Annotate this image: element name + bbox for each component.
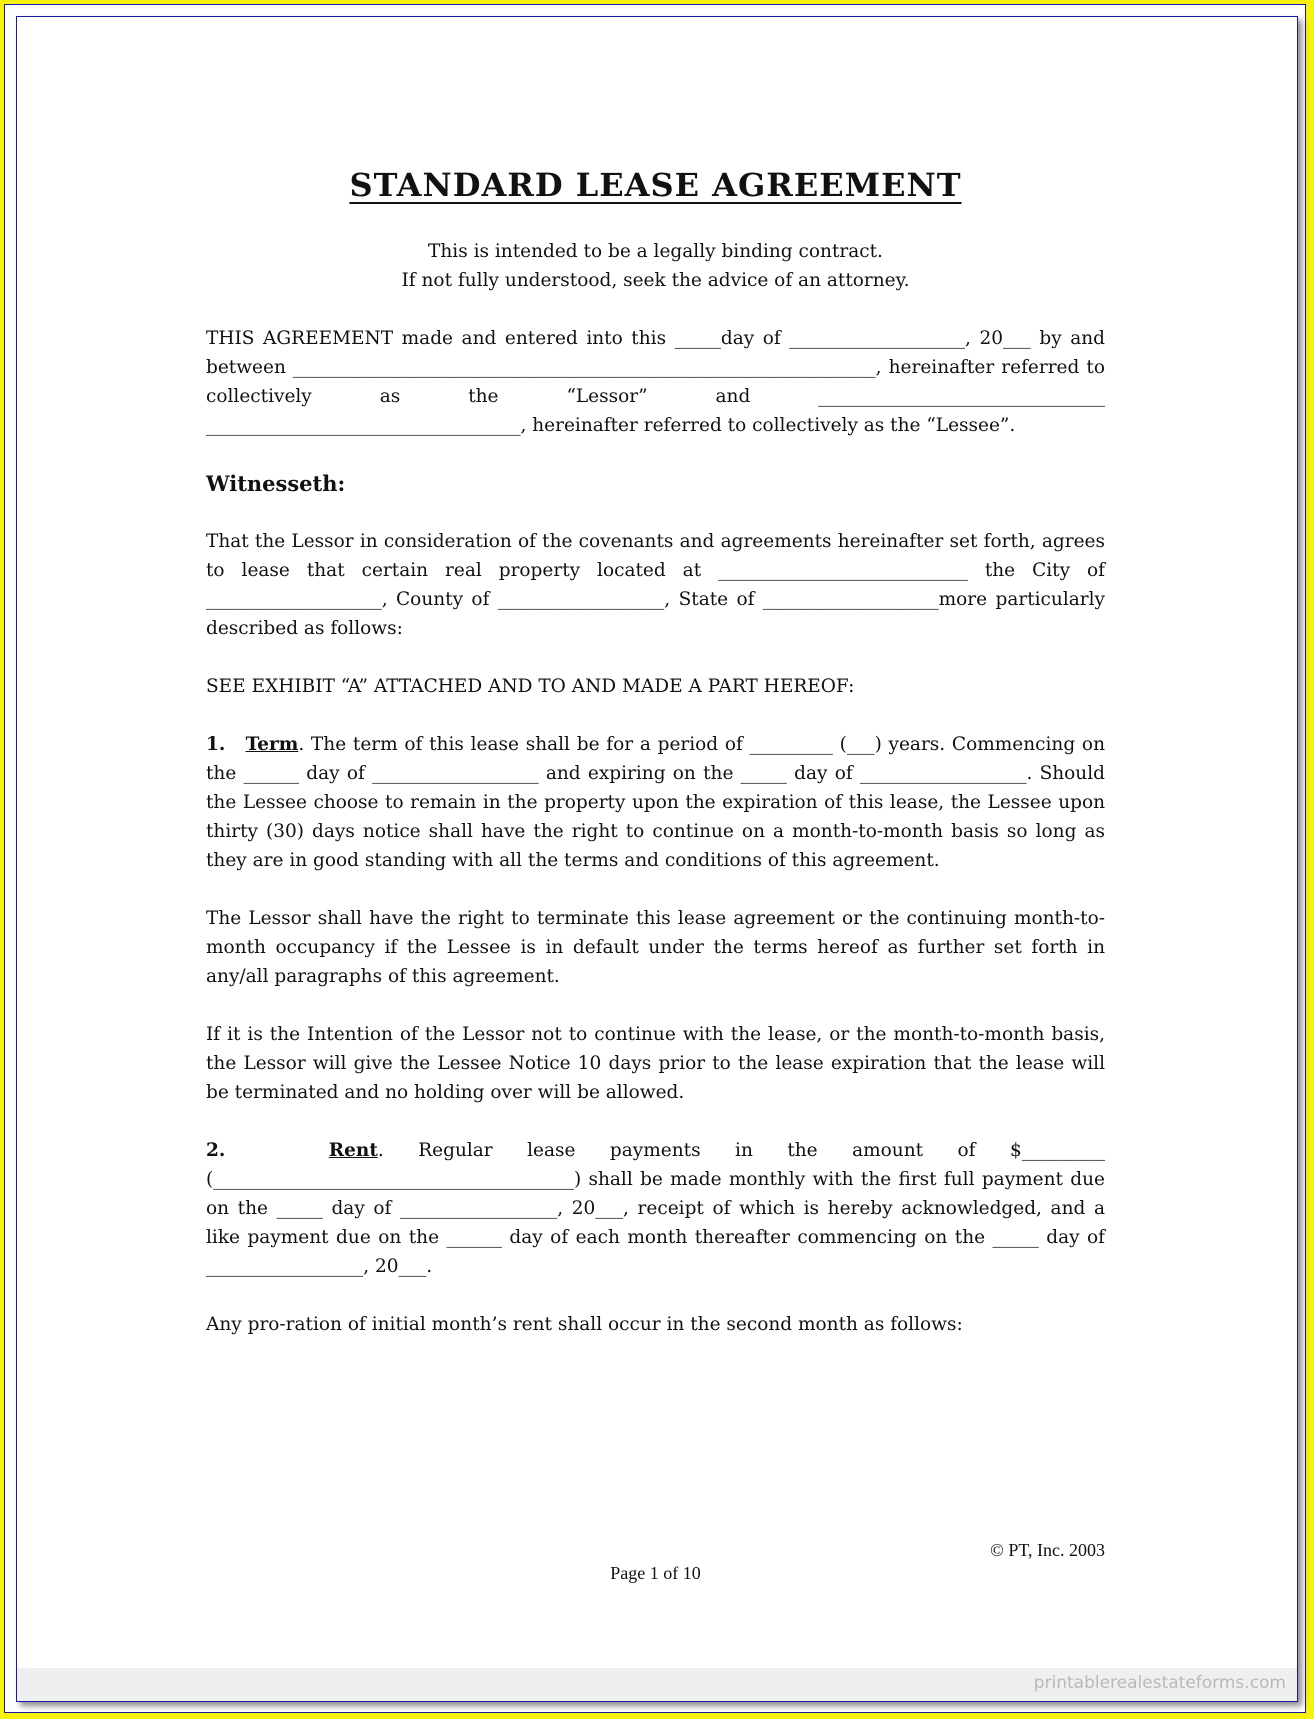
witnesseth-paragraph: That the Lessor in consideration of the covenants and agreements hereinafter set forth, agrees to lease that certain real property located at ___________________________ the City of ___________________, County of __________________, State of ___________________more particularly described as follows: [206, 531, 1105, 639]
copyright: © PT, Inc. 2003 [990, 1540, 1105, 1560]
page-number: Page 1 of 10 [610, 1563, 701, 1583]
subtitle-line-1: This is intended to be a legally binding contract. [428, 241, 883, 262]
document-title: STANDARD LEASE AGREEMENT [349, 166, 962, 204]
intention-paragraph: If it is the Intention of the Lessor not to continue with the lease, or the month-to-month basis, the Lessor will give the Lessee Notice 10 days prior to the lease expiration that the lease will be terminated and no holding over will be allowed. [206, 1024, 1105, 1103]
term-label: Term [245, 734, 299, 755]
rent-paragraph [206, 1136, 1105, 1281]
rent-label: Rent [328, 1140, 378, 1161]
witnesseth-heading: Witnesseth: [206, 471, 346, 496]
term-paragraph [206, 730, 1105, 875]
watermark: printablerealestateforms.com [1033, 1673, 1286, 1693]
terminate-paragraph: The Lessor shall have the right to terminate this lease agreement or the continuing month-to-month occupancy if the Lessee is in default under the terms hereof as further set forth in any/all paragraphs of this agreement. [206, 908, 1105, 987]
document-body [206, 165, 1105, 1339]
page-footer [206, 1540, 1105, 1584]
exhibit-line: SEE EXHIBIT “A” ATTACHED AND TO AND MADE A PART HEREOF: [206, 676, 855, 697]
rent-text: . Regular lease payments in the amount of $_________ (_______________________________________) shall be made monthly with the first full payment due on the _____ day of _________________, 20___, receipt of which is hereby acknowledged, and a like payment due on the ______ day of each month thereafter commencing on the _____ day of _________________, 20___. [206, 1140, 1105, 1277]
rent-number: 2. [206, 1140, 226, 1161]
intro-paragraph: THIS AGREEMENT made and entered into this _____day of ___________________, 20___ by and between _______________________________________________________________, hereinafter referred to collectively as the “Lessor” and _______________________________ __________________________________, hereinafter referred to collectively as the “Lessee”. [206, 328, 1105, 436]
subtitle-line-2: If not fully understood, seek the advice of an attorney. [401, 270, 910, 291]
term-text: . The term of this lease shall be for a period of _________ (___) years. Commencing on the ______ day of __________________ and expiring on the _____ day of __________________. Should the Lessee choose to remain in the property upon the expiration of this lease, the Lessee upon thirty (30) days notice shall have the right to continue on a month-to-month basis so long as they are in good standing with all the terms and conditions of this agreement. [206, 734, 1105, 871]
term-number: 1. [206, 734, 226, 755]
proration-paragraph: Any pro-ration of initial month’s rent shall occur in the second month as follows: [206, 1314, 963, 1335]
